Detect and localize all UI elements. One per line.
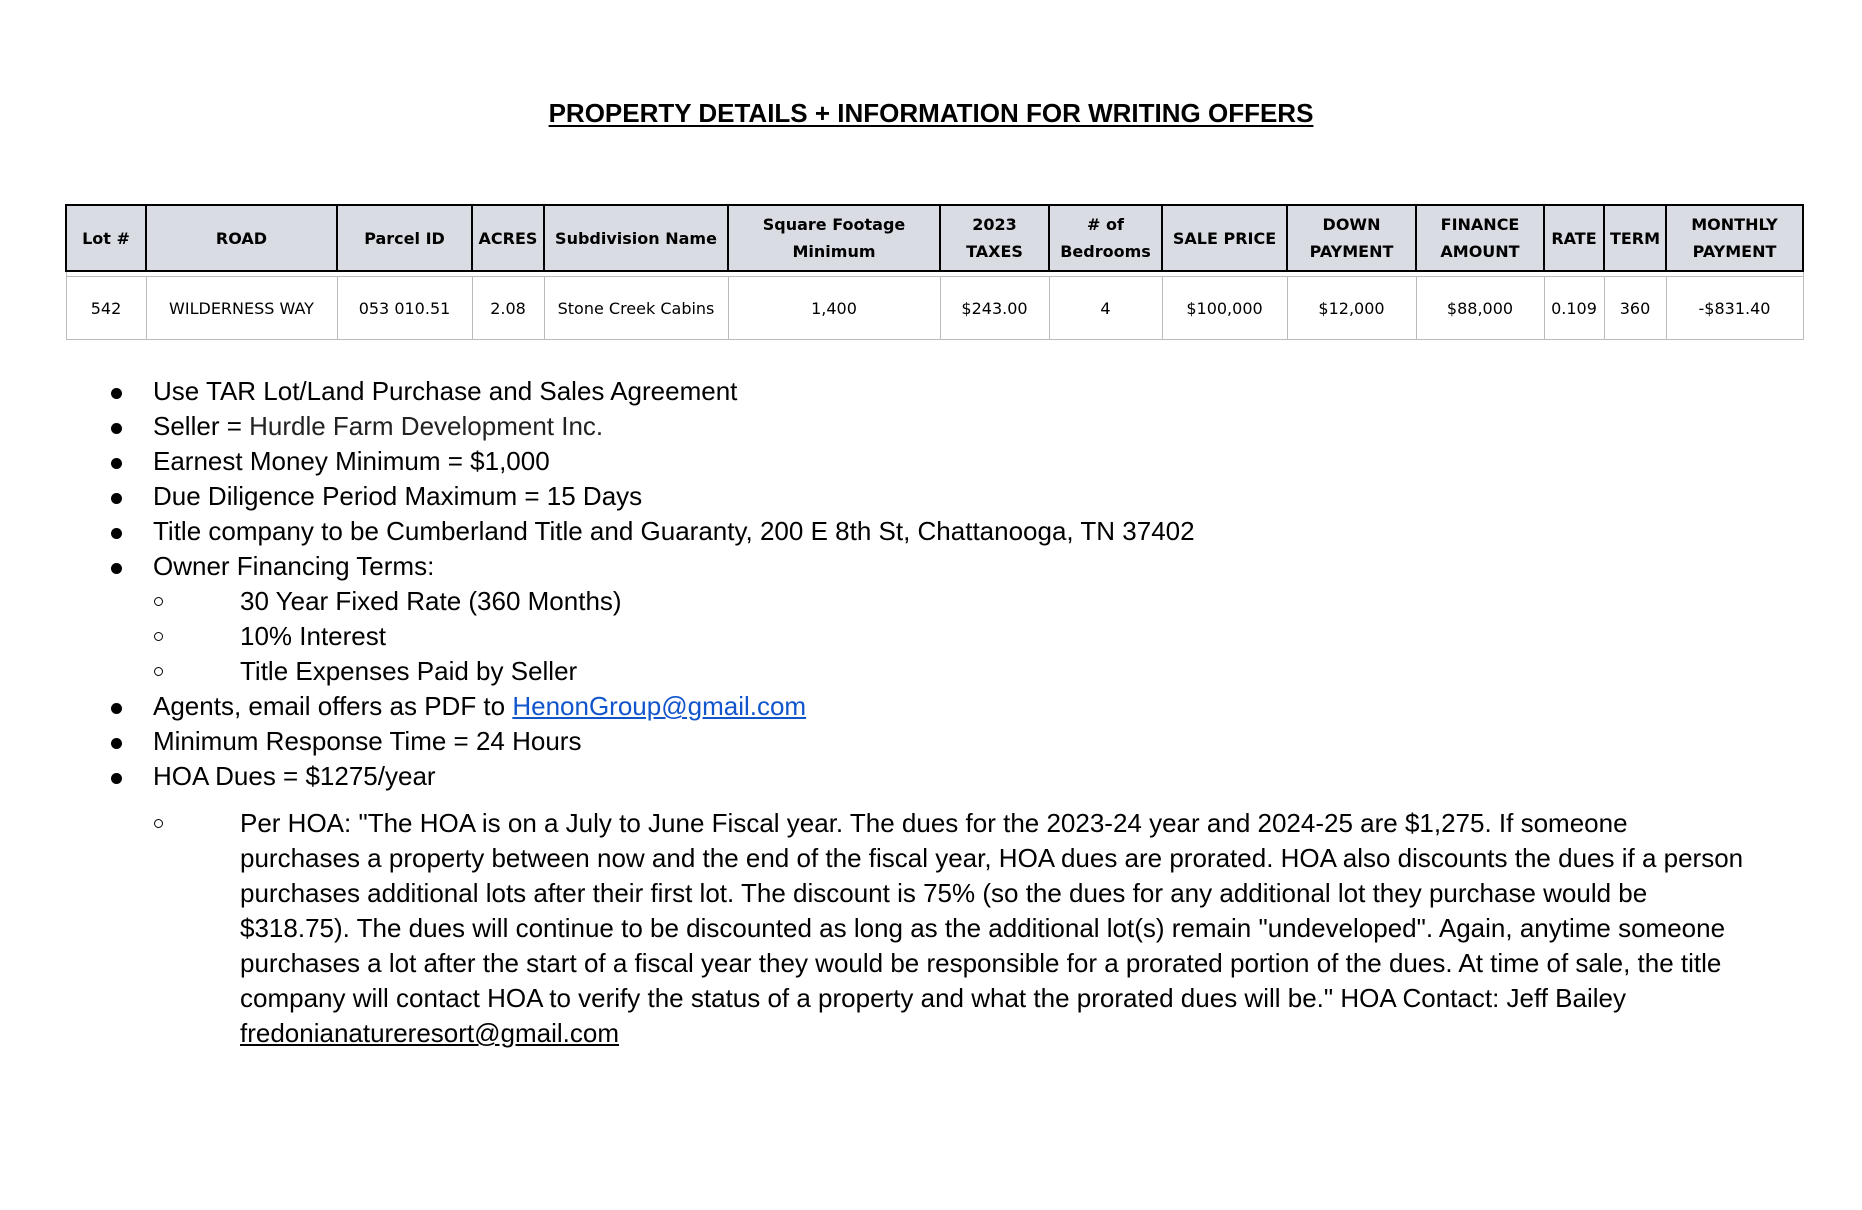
list-item <box>110 549 1790 689</box>
list-item <box>110 479 1790 514</box>
response-time-text: Minimum Response Time = 24 Hours <box>153 726 582 756</box>
header-taxes: 2023 TAXES <box>940 205 1049 271</box>
purchase-agreement-text: Use TAR Lot/Land Purchase and Sales Agreement <box>153 376 738 406</box>
table-row <box>66 277 1803 340</box>
cell-finance-amount: $88,000 <box>1416 277 1544 340</box>
offer-info-list <box>110 374 1790 1051</box>
header-down-payment: DOWN PAYMENT <box>1287 205 1416 271</box>
earnest-money-text: Earnest Money Minimum = $1,000 <box>153 446 550 476</box>
cell-monthly-payment: -$831.40 <box>1666 277 1803 340</box>
cell-sale-price: $100,000 <box>1162 277 1287 340</box>
page-title: PROPERTY DETAILS + INFORMATION FOR WRITING OFFERS <box>548 98 1314 128</box>
list-item <box>110 444 1790 479</box>
cell-subdivision: Stone Creek Cabins <box>544 277 728 340</box>
header-road: ROAD <box>146 205 337 271</box>
cell-term: 360 <box>1604 277 1666 340</box>
header-parcel-id: Parcel ID <box>337 205 472 271</box>
header-finance-amount: FINANCE AMOUNT <box>1416 205 1544 271</box>
hoa-dues-text: HOA Dues = $1275/year <box>153 761 436 791</box>
due-diligence-text: Due Diligence Period Maximum = 15 Days <box>153 481 643 511</box>
sub-list-item: 10% Interest <box>153 619 1790 654</box>
cell-bedrooms: 4 <box>1049 277 1162 340</box>
list-item <box>110 724 1790 759</box>
list-item <box>110 689 1790 724</box>
header-lot: Lot # <box>66 205 146 271</box>
sub-list-item: Title Expenses Paid by Seller <box>153 654 1790 689</box>
hoa-note-list <box>153 806 1790 1051</box>
cell-down-payment: $12,000 <box>1287 277 1416 340</box>
property-table <box>65 204 1804 340</box>
seller-label: Seller = <box>153 411 250 441</box>
header-subdivision: Subdivision Name <box>544 205 728 271</box>
cell-rate: 0.109 <box>1544 277 1604 340</box>
header-monthly-payment: MONTHLY PAYMENT <box>1666 205 1803 271</box>
seller-value: Hurdle Farm Development Inc. <box>249 411 604 441</box>
sub-list-item <box>153 806 1790 1051</box>
header-sale-price: SALE PRICE <box>1162 205 1287 271</box>
cell-road: WILDERNESS WAY <box>146 277 337 340</box>
hoa-email-link[interactable]: fredonianatureresort@gmail.com <box>240 1018 620 1048</box>
header-rate: RATE <box>1544 205 1604 271</box>
agents-text: Agents, email offers as PDF to <box>153 691 513 721</box>
cell-acres: 2.08 <box>472 277 544 340</box>
cell-lot: 542 <box>66 277 146 340</box>
header-square-footage: Square Footage Minimum <box>728 205 940 271</box>
list-item <box>110 759 1790 1051</box>
sub-list-item: 30 Year Fixed Rate (360 Months) <box>153 584 1790 619</box>
cell-taxes: $243.00 <box>940 277 1049 340</box>
header-term: TERM <box>1604 205 1666 271</box>
header-acres: ACRES <box>472 205 544 271</box>
cell-parcel-id: 053 010.51 <box>337 277 472 340</box>
list-item <box>110 374 1790 409</box>
title-company-text: Title company to be Cumberland Title and Guaranty, 200 E 8th St, Chattanooga, TN 37402 <box>153 516 1195 546</box>
hoa-note-text: Per HOA: "The HOA is on a July to June Fiscal year. The dues for the 2023-24 year and 2024-25 are $1,275. If someone purchases a property between now and the end of the fiscal year, HOA dues are prorated. HOA also discounts the dues if a person purchases additional lots after their first lot. The discount is 75% (so the dues for any additional lot they purchase would be $318.75). The dues will continue to be discounted as long as the additional lot(s) remain "undeveloped". Again, anytime someone purchases a lot after the start of a fiscal year they would be responsible for a prorated portion of the dues. At time of sale, the title company will contact HOA to verify the status of a property and what the prorated dues will be." HOA Contact: Jeff Bailey <box>240 808 1744 1013</box>
financing-terms-list <box>153 584 1790 689</box>
table-header-row <box>66 205 1803 271</box>
owner-financing-text: Owner Financing Terms: <box>153 551 435 581</box>
list-item <box>110 514 1790 549</box>
header-bedrooms: # of Bedrooms <box>1049 205 1162 271</box>
cell-square-footage: 1,400 <box>728 277 940 340</box>
list-item <box>110 409 1790 444</box>
agents-email-link[interactable]: HenonGroup@gmail.com <box>512 691 807 721</box>
